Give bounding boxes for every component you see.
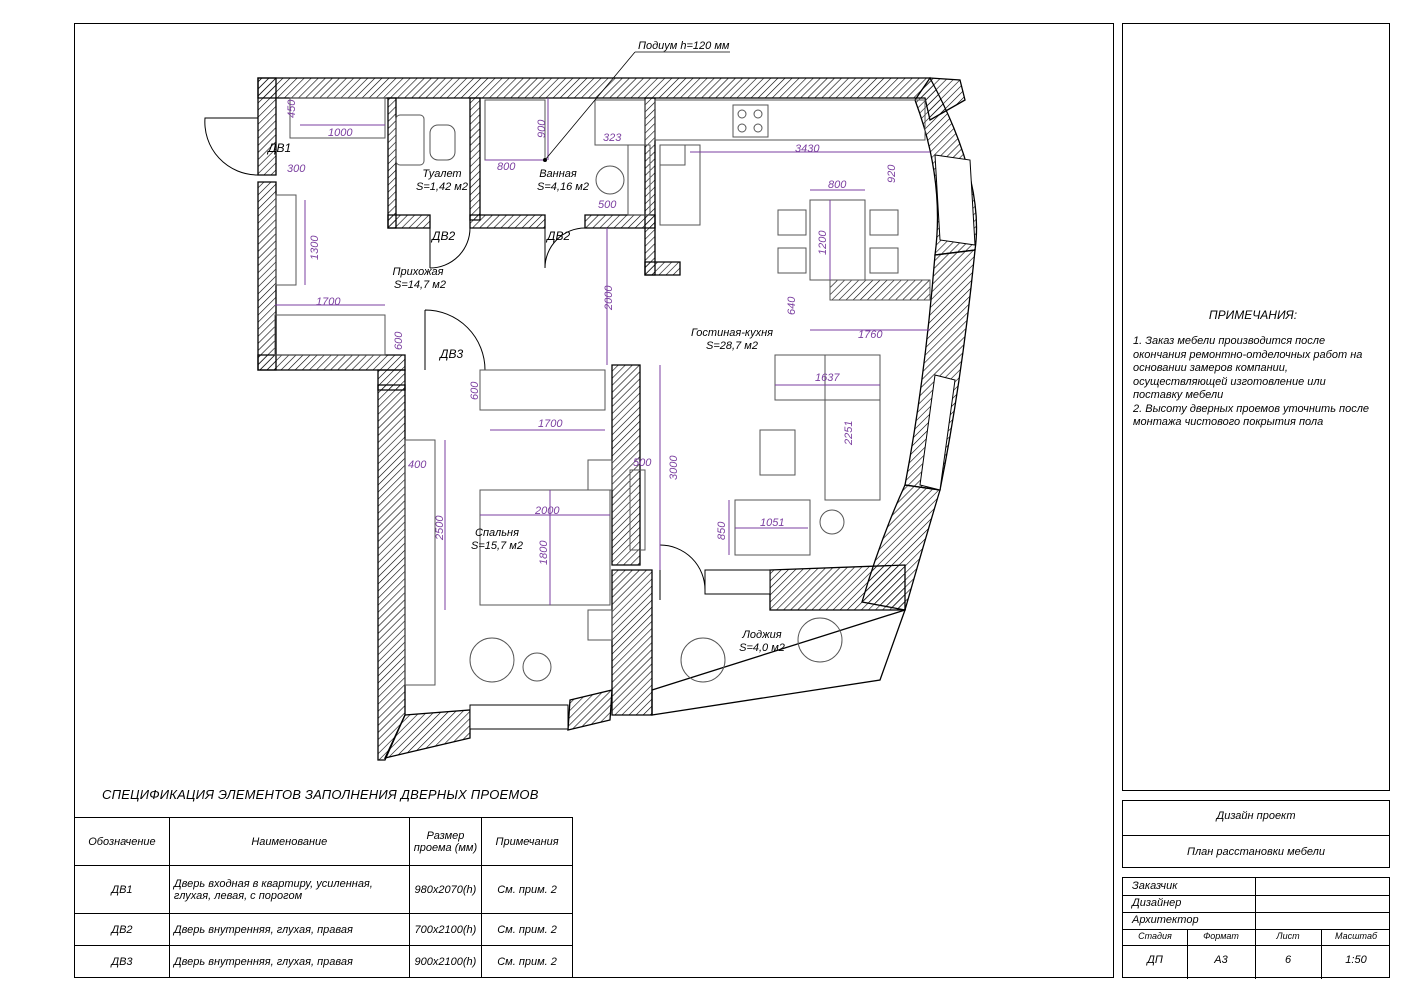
title-block-project (1122, 800, 1390, 868)
cell-code: ДВ2 (75, 914, 170, 946)
notes-title: ПРИМЕЧАНИЯ: (1208, 308, 1298, 322)
dim-label: 3000 (668, 455, 680, 480)
room-area-bathroom: S=4,16 м2 (537, 181, 589, 193)
table-row (75, 914, 573, 946)
nightstand (588, 460, 612, 490)
dim-label: 450 (286, 99, 298, 118)
cell-size: 980x2070(h) (409, 866, 481, 914)
room-name-wc: Туалет (422, 168, 462, 180)
stamp-header: Формат (1203, 931, 1239, 941)
col-header: Размер проема (мм) (409, 818, 481, 866)
bedroom-desk (405, 440, 435, 685)
dim-label: 1300 (309, 235, 321, 260)
window-bedroom (470, 705, 568, 729)
cell-size: 700x2100(h) (409, 914, 481, 946)
dim-label: 800 (828, 179, 847, 191)
cell-name: Дверь входная в квартиру, усиленная, глухая, левая, с порогом (169, 866, 409, 914)
dim-label: 323 (603, 132, 622, 144)
col-header: Обозначение (75, 818, 170, 866)
cell-note: См. прим. 2 (482, 946, 573, 978)
window-right-upper (935, 155, 975, 245)
door-dv1-swing (205, 118, 258, 175)
wc-shelf (396, 115, 424, 165)
bedroom-wardrobe (480, 370, 605, 410)
col-header: Наименование (169, 818, 409, 866)
wall-left-top (258, 78, 276, 175)
dim-label: 800 (497, 161, 516, 173)
podium-step (830, 280, 930, 300)
dim-label: 2500 (434, 515, 446, 540)
role-customer: Заказчик (1132, 880, 1178, 892)
dim-label: 600 (469, 381, 481, 400)
stamp-header: Стадия (1138, 931, 1172, 941)
walls (258, 78, 977, 760)
cell-name: Дверь внутренняя, глухая, правая (169, 946, 409, 978)
dim-label: 1000 (328, 127, 353, 139)
col-header: Примечания (482, 818, 573, 866)
door-label-dv3: ДВ3 (440, 347, 464, 361)
dim-label: 2000 (603, 285, 615, 310)
notes-line: окончания ремонтно-отделочных работ на (1133, 348, 1363, 361)
wall-wc-right (470, 98, 480, 220)
cell-size: 900x2100(h) (409, 946, 481, 978)
chair (778, 248, 806, 273)
burner (754, 124, 762, 132)
stamp-header: Лист (1276, 931, 1300, 941)
wall-top (258, 78, 965, 120)
kitchen-side-unit (660, 145, 700, 225)
notes-line: 2. Высоту дверных проемов уточнить после (1133, 402, 1370, 415)
title-block-stamp (1122, 877, 1390, 978)
dim-label: 500 (633, 457, 652, 469)
wall-left-hall (258, 182, 276, 370)
cell-name: Дверь внутренняя, глухая, правая (169, 914, 409, 946)
role-designer: Дизайнер (1132, 897, 1182, 909)
burner (738, 124, 746, 132)
cell-code: ДВ1 (75, 866, 170, 914)
room-area-hallway: S=14,7 м2 (394, 279, 446, 291)
room-area-loggia: S=4,0 м2 (739, 642, 785, 654)
toilet (430, 125, 455, 160)
burner (754, 110, 762, 118)
door-loggia-swing (660, 545, 705, 600)
podium-label: Подиум h=120 мм (638, 40, 730, 52)
door-dv3-swing (425, 310, 485, 370)
bedroom-side-table (523, 653, 551, 681)
scale-value: 1:50 (1345, 954, 1367, 966)
cell-code: ДВ3 (75, 946, 170, 978)
dim-label: 900 (536, 119, 548, 138)
podium-callout (543, 40, 730, 162)
dim-label: 1800 (538, 540, 550, 565)
wall-corner (378, 370, 405, 390)
dimension-lines (275, 98, 930, 610)
table-row (75, 946, 573, 978)
wall-kitchen-stub (645, 262, 680, 275)
table-row (75, 866, 573, 914)
washbasin (596, 166, 624, 194)
hall-wardrobe (276, 195, 296, 285)
wall-loggia (652, 610, 905, 715)
dim-label: 3430 (795, 143, 820, 155)
burner (738, 110, 746, 118)
hall-shoe-cabinet (275, 315, 385, 355)
dim-label: 920 (886, 164, 898, 183)
dim-label: 1637 (815, 372, 840, 384)
wall-bedroom-left (378, 385, 405, 760)
dim-label: 2000 (535, 505, 560, 517)
loggia-chair (681, 638, 725, 682)
door-label-dv2: ДВ2 (432, 229, 456, 243)
cooktop (733, 105, 768, 137)
kitchen-counter (655, 100, 925, 140)
dim-label: 640 (786, 296, 798, 315)
room-name-bathroom: Ванная (539, 168, 577, 180)
dim-label: 400 (408, 459, 427, 471)
room-name-bedroom: Спальня (475, 527, 519, 539)
wall-bath-bottom-left (470, 215, 545, 228)
wall-hall-bottom (258, 355, 405, 370)
wall-wc-left (388, 98, 396, 228)
wall-bedroom-bottom-right (568, 690, 612, 730)
cell-note: См. прим. 2 (482, 866, 573, 914)
wall-living-bottom (770, 565, 905, 610)
wall-wc-bottom (388, 215, 430, 228)
notes-body (1133, 335, 1388, 430)
door-label-dv1: ДВ1 (268, 141, 292, 155)
notes-line: основании замеров компании, (1133, 362, 1288, 374)
bedroom-armchair (470, 638, 514, 682)
table-header-row (75, 818, 573, 866)
notes-line: поставку мебели (1133, 389, 1224, 401)
stage-value: ДП (1147, 954, 1163, 966)
door-label-dv2: ДВ2 (547, 229, 571, 243)
door-spec-table (74, 817, 573, 978)
room-name-loggia: Лоджия (742, 629, 782, 641)
stamp-header: Масштаб (1334, 931, 1378, 941)
dim-label: 1700 (538, 418, 563, 430)
nightstand (588, 610, 612, 640)
loggia-chair (798, 618, 842, 662)
coffee-table (760, 430, 795, 475)
dim-label: 850 (716, 521, 728, 540)
dim-label: 1200 (817, 230, 829, 255)
windows (470, 155, 975, 729)
leader-line (545, 52, 635, 160)
room-area-bedroom: S=15,7 м2 (471, 540, 523, 552)
sheet-value: 6 (1284, 954, 1292, 966)
chair (870, 210, 898, 235)
project-label: Дизайн проект (1216, 810, 1296, 822)
dim-label: 1760 (858, 329, 883, 341)
cell-note: См. прим. 2 (482, 914, 573, 946)
notes-line: осуществляющей изготовление или (1133, 375, 1326, 388)
room-area-wc: S=1,42 м2 (416, 181, 468, 193)
sink (660, 145, 685, 165)
dim-label: 1051 (760, 517, 785, 529)
spec-title: СПЕЦИФИКАЦИЯ ЭЛЕМЕНТОВ ЗАПОЛНЕНИЯ ДВЕРНЫХ ПРОЕМОВ (102, 787, 539, 802)
leader-dot (543, 158, 547, 162)
wall-partition-lower (612, 570, 652, 715)
format-value: А3 (1214, 954, 1228, 966)
notes-line: 1. Заказ мебели производится после (1133, 335, 1326, 347)
dim-label: 600 (393, 331, 405, 350)
notes-line: монтажа чистового покрытия пола (1133, 416, 1324, 428)
dim-label: 1700 (316, 296, 341, 308)
room-name-living-kitchen: Гостиная-кухня (690, 327, 774, 339)
dim-label: 2251 (843, 420, 855, 445)
dim-label: 500 (598, 199, 617, 211)
window-living (705, 570, 770, 594)
room-name-hallway: Прихожая (392, 266, 444, 278)
room-area-living-kitchen: S=28,7 м2 (706, 340, 758, 352)
sheet-title: План расстановки мебели (1187, 846, 1325, 858)
chair (778, 210, 806, 235)
role-architect: Архитектор (1132, 914, 1199, 926)
dim-label: 300 (287, 163, 306, 175)
floor-lamp (820, 510, 844, 534)
chair (870, 248, 898, 273)
